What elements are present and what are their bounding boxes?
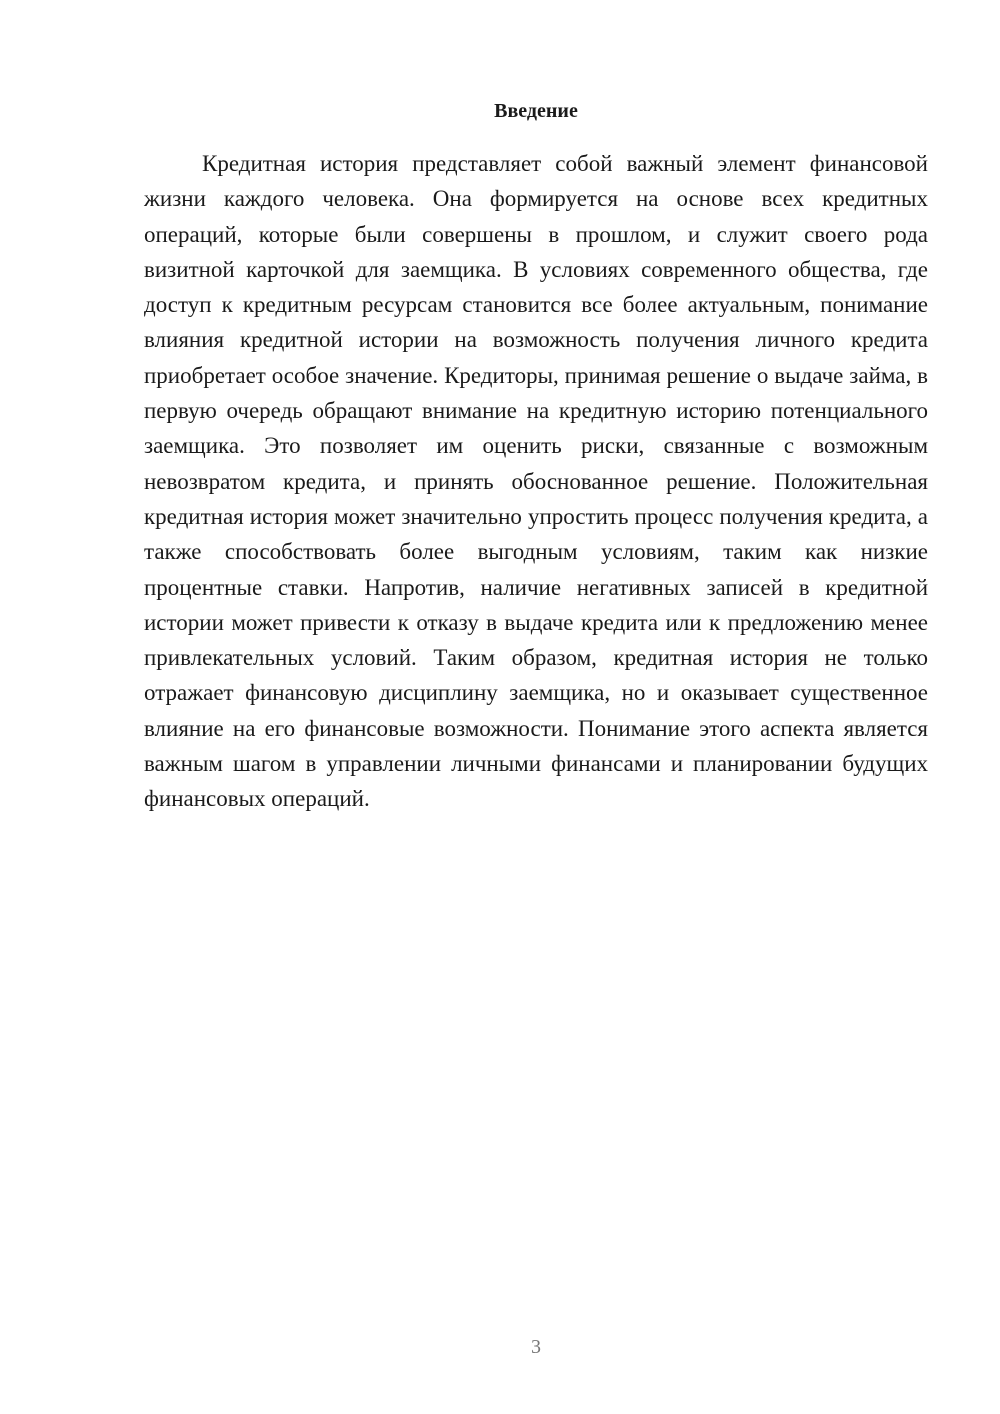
page-number: 3 [531, 1336, 541, 1358]
section-heading: Введение [494, 100, 578, 122]
body-paragraph: Кредитная история представляет собой важный элемент финансовой жизни каждого человека. Она формируется на основе всех кредитных операций, которые были совершены в прошлом, и служит своего рода визитной карточкой для заемщика. В условиях современного общества, где доступ к кредитным ресурсам становится все более актуальным, понимание влияния кредитной истории на возможность получения личного кредита приобретает особое значение. Кредиторы, принимая решение о выдаче займа, в первую очередь обращают внимание на кредитную историю потенциального заемщика. Это позволяет им оценить риски, связанные с возможным невозвратом кредита, и принять обоснованное решение. Положительная кредитная история может значительно упростить процесс получения кредита, а также способствовать более выгодным условиям, таким как низкие процентные ставки. Напротив, наличие негативных записей в кредитной истории может привести к отказу в выдаче кредита или к предложению менее привлекательных условий. Таким образом, кредитная история не только отражает финансовую дисциплину заемщика, но и оказывает существенное влияние на его финансовые возможности. Понимание этого аспекта является важным шагом в управлении личными финансами и планировании будущих финансовых операций. [144, 151, 928, 812]
